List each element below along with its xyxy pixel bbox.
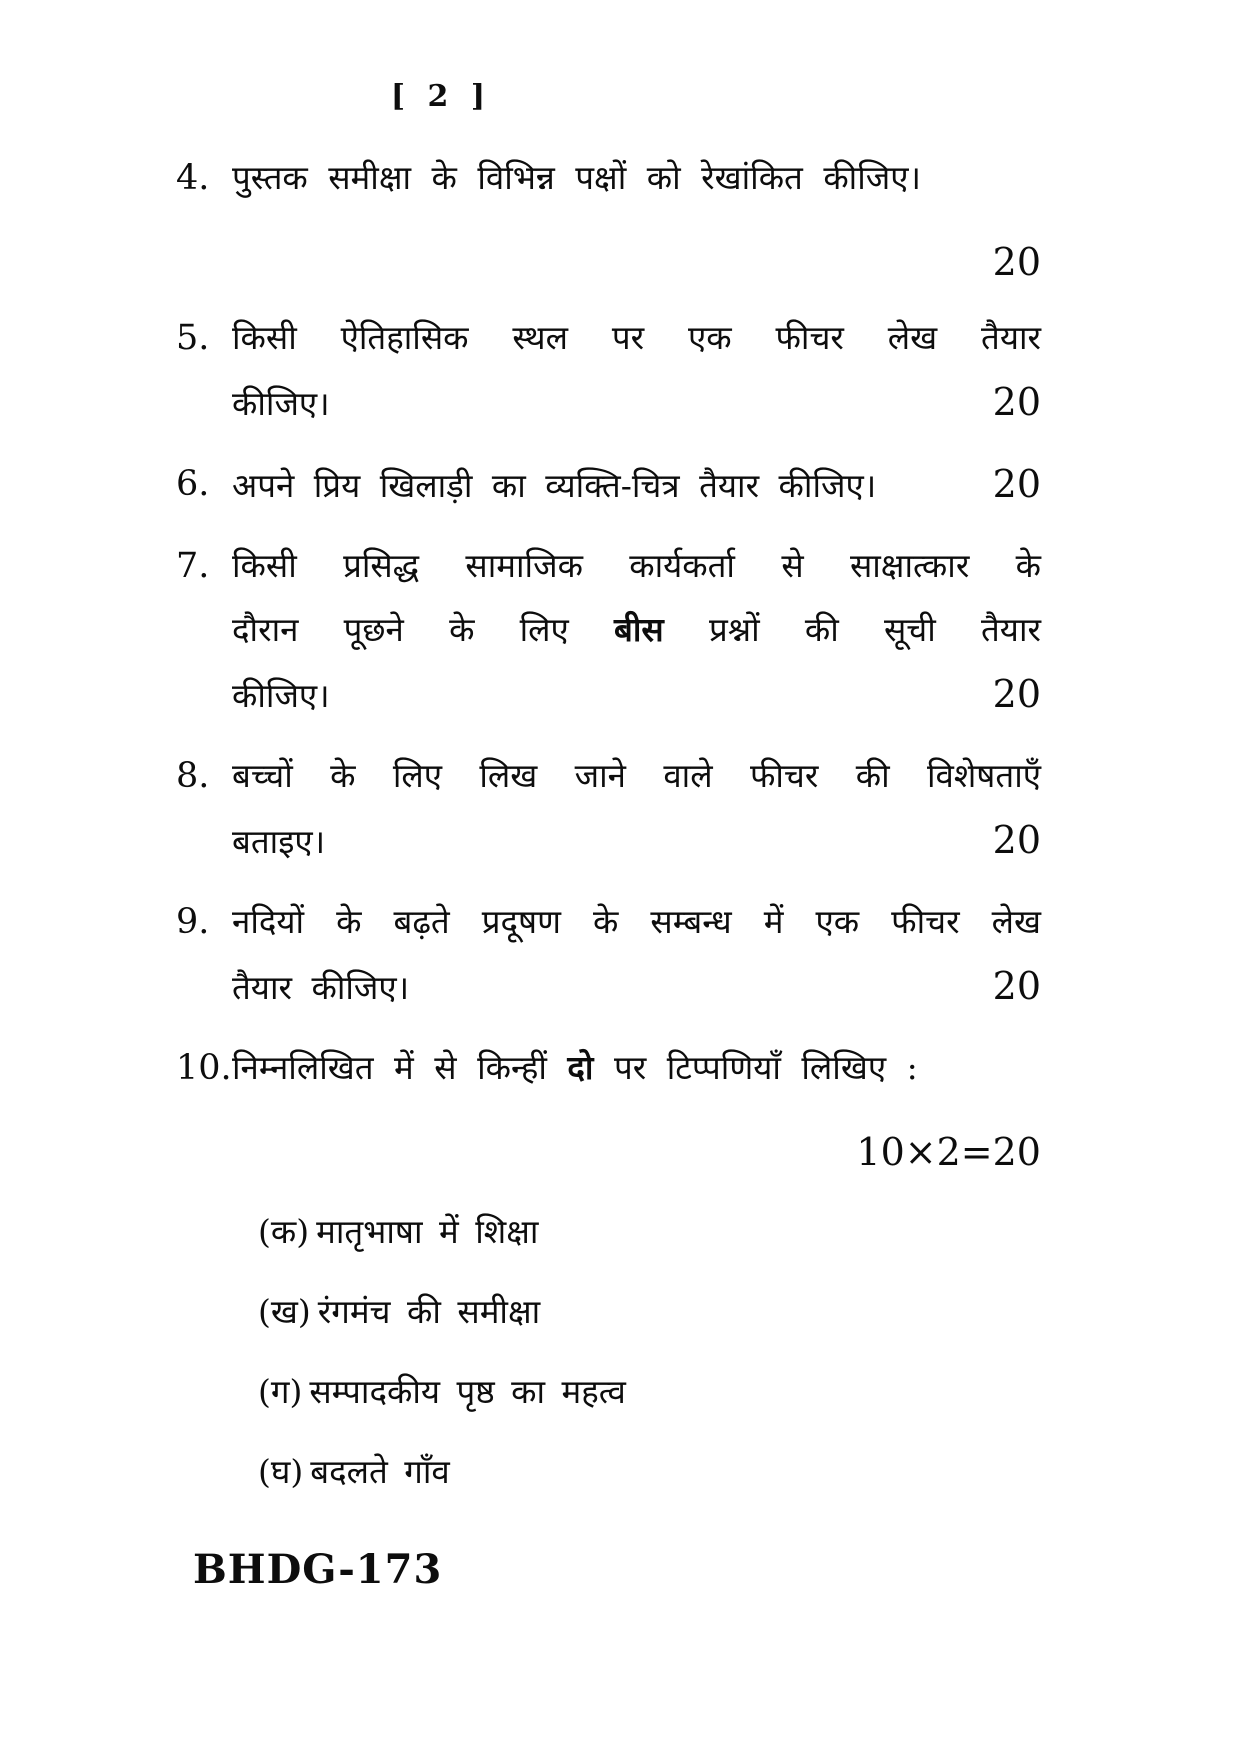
marks-value: 20 [992,240,1041,284]
question-text: तैयार कीजिए। [232,968,410,1007]
question-5 [176,306,1041,436]
question-number: 4. [176,158,210,198]
question-number: 5. [176,318,210,358]
option-text: मातृभाषा में शिक्षा [316,1212,539,1251]
question-number: 10. [176,1048,232,1088]
question-text-line: नदियों के बढ़ते प्रदूषण के सम्बन्ध में एक फीचर लेख [232,902,1041,941]
marks-value: 20 [992,964,1041,1008]
question-text-line [232,598,1041,662]
question-text-line [232,452,1041,518]
question-body [232,890,1041,1020]
question-body [232,452,1041,518]
question-text-line [232,1036,1041,1100]
question-body [232,146,1041,290]
option-label: (ग) [258,1372,303,1411]
question-text-line [232,370,1041,436]
page-number: [ 2 ] [390,79,492,114]
option-item-gha [258,1440,1041,1504]
question-text-line: किसी प्रसिद्ध सामाजिक कार्यकर्ता से साक्षात्कार के [232,546,1041,585]
question-text: निम्नलिखित में से किन्हीं [232,1048,568,1087]
question-number: 8. [176,756,210,796]
question-text-line: बच्चों के लिए लिख जाने वाले फीचर की विशेषताएँ [232,756,1041,795]
option-label: (क) [258,1212,310,1251]
option-text: सम्पादकीय पृष्ठ का महत्व [309,1372,626,1411]
option-text: बदलते गाँव [310,1452,450,1491]
marks-value: 20 [992,380,1041,424]
emphasized-word: दो [567,1048,594,1087]
question-text: दौरान पूछने के लिए [232,610,615,649]
marks-value: 20 [992,462,1041,506]
question-text-line [232,954,1041,1020]
question-body [232,306,1041,436]
marks-value: 10×2=20 [856,1130,1041,1174]
question-10 [176,1036,1041,1520]
question-text: अपने प्रिय खिलाड़ी का व्यक्ति-चित्र तैयार कीजिए। [232,466,877,505]
question-text: प्रश्नों की सूची तैयार [663,610,1041,649]
question-4 [176,146,1041,290]
question-body [232,744,1041,874]
question-number: 9. [176,902,210,942]
option-text: रंगमंच की समीक्षा [317,1292,541,1331]
question-body [232,534,1041,728]
question-8 [176,744,1041,874]
option-label: (ख) [258,1292,311,1331]
emphasized-word: बीस [614,610,664,649]
question-text: कीजिए। [232,676,330,715]
question-text-line [232,808,1041,874]
question-text-line: पुस्तक समीक्षा के विभिन्न पक्षों को रेखांकित कीजिए। [232,158,922,197]
option-item-ga [258,1360,1041,1424]
marks-value: 20 [992,818,1041,862]
question-7 [176,534,1041,728]
question-body [232,1036,1041,1520]
question-text: कीजिए। [232,384,330,423]
question-text-line [232,662,1041,728]
question-text: बताइए। [232,822,326,861]
course-code: BHDG-173 [193,1546,443,1593]
options-list [258,1200,1041,1504]
option-label: (घ) [258,1452,304,1491]
question-number: 7. [176,546,210,586]
option-item-ka [258,1200,1041,1264]
question-9 [176,890,1041,1020]
question-text: पर टिप्पणियाँ लिखिए : [593,1048,918,1087]
option-item-kha [258,1280,1041,1344]
marks-value: 20 [992,672,1041,716]
question-number: 6. [176,464,210,504]
question-6 [176,452,1041,518]
question-text-line: किसी ऐतिहासिक स्थल पर एक फीचर लेख तैयार [232,318,1041,357]
